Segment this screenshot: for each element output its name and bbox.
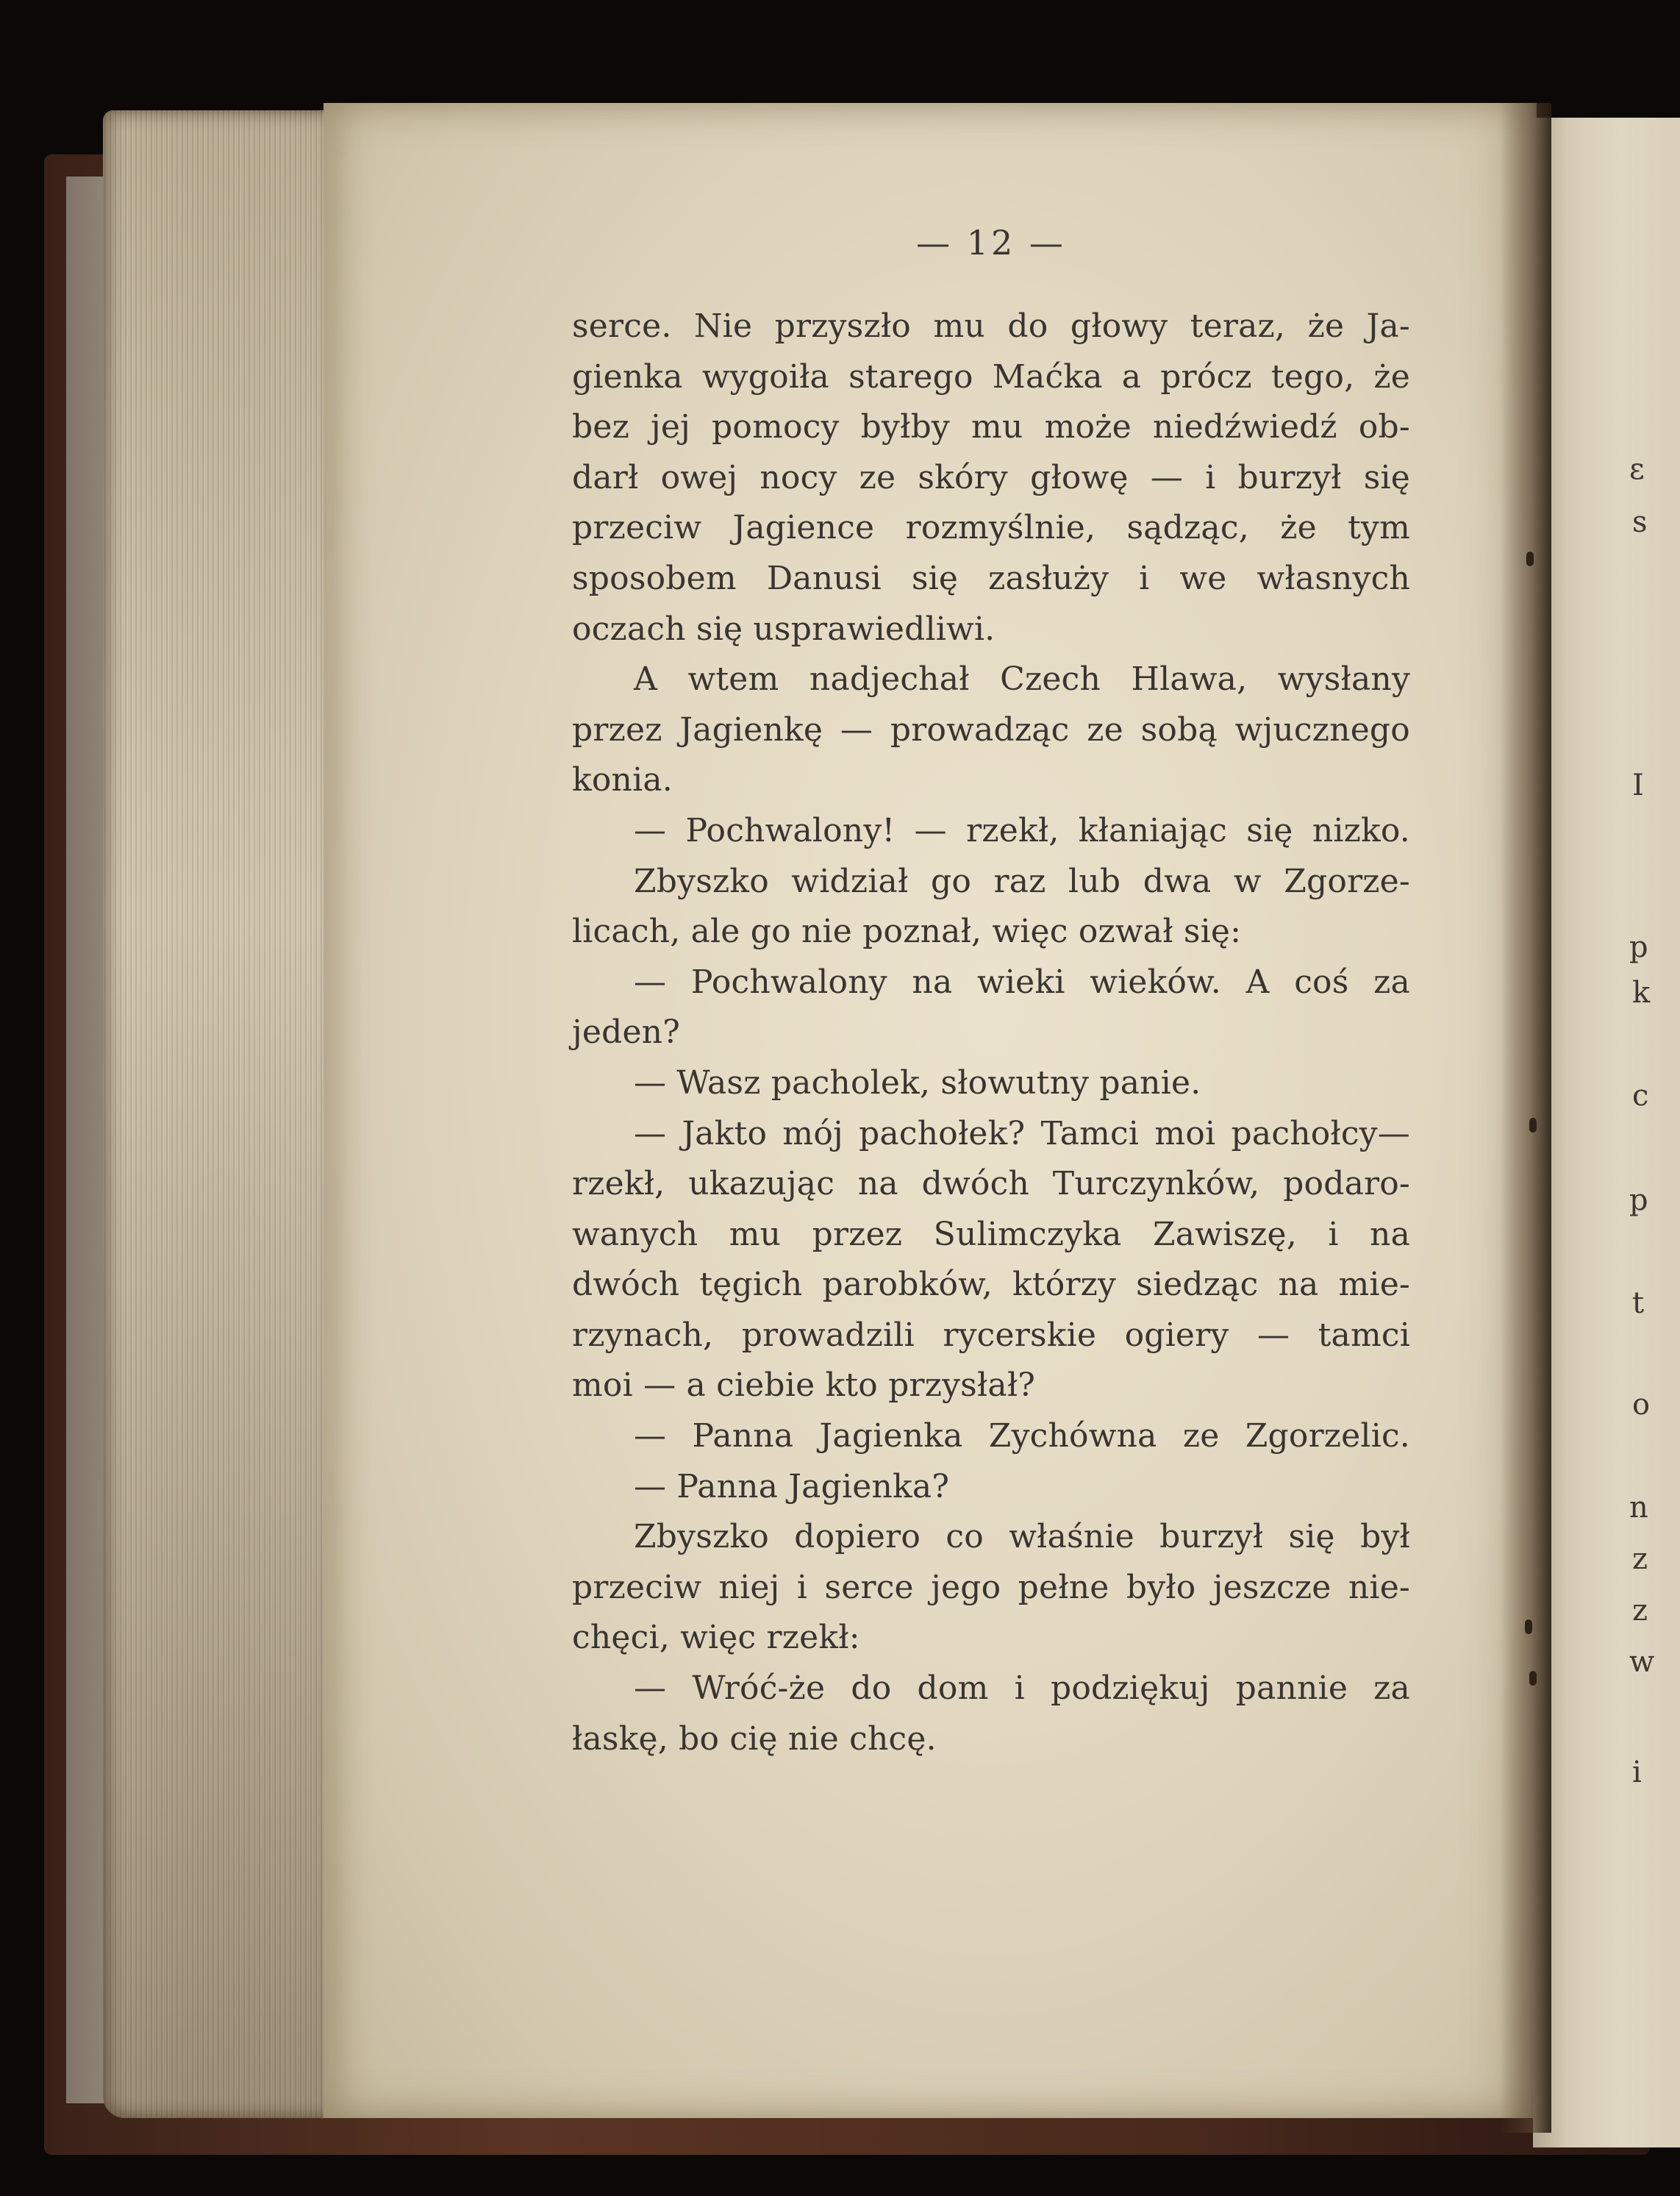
text-line: bez jej pomocy byłby mu może niedźwiedź ob-	[572, 408, 1410, 446]
facing-page-letter: c	[1632, 1079, 1649, 1113]
text-line: gienka wygoiła starego Maćka a prócz tego, że	[572, 357, 1410, 396]
text-line: — Pochwalony! — rzekł, kłaniając się nizko.	[634, 811, 1410, 849]
text-line: chęci, więc rzekł:	[572, 1619, 860, 1657]
text-line: sposobem Danusi się zasłuży i we własnych	[572, 559, 1410, 597]
facing-page-letter: p	[1629, 930, 1648, 964]
facing-page-letter: z	[1632, 1594, 1648, 1628]
text-line: łaskę, bo cię nie chcę.	[572, 1719, 937, 1758]
text-line: konia.	[572, 761, 673, 799]
facing-page-letter: w	[1629, 1645, 1655, 1679]
text-line: oczach się usprawiedliwi.	[572, 610, 996, 648]
text-line: przez Jagienkę — prowadząc ze sobą wjucznego	[572, 710, 1410, 749]
text-line: serce. Nie przyszło mu do głowy teraz, że Ja-	[572, 307, 1410, 345]
facing-page-letter: ε	[1629, 452, 1645, 486]
text-line: — Wasz pacholek, słowutny panie.	[634, 1063, 1201, 1102]
facing-page-letter: t	[1632, 1286, 1645, 1320]
text-line: moi — a ciebie kto przysłał?	[572, 1366, 1036, 1405]
facing-page-letter: z	[1632, 1542, 1648, 1576]
right-page	[1533, 118, 1680, 2147]
text-lines	[572, 302, 1410, 1764]
binding-mark	[1526, 552, 1534, 566]
text-line: wanych mu przez Sulimczyka Zawiszę, i na	[572, 1215, 1410, 1253]
page-number: — 12 —	[916, 223, 1066, 263]
facing-page-letter: i	[1632, 1755, 1642, 1789]
text-line: — Pochwalony na wieki wieków. A coś za	[634, 963, 1410, 1001]
text-line: licach, ale go nie poznał, więc ozwał się:	[572, 913, 1242, 951]
text-line: — Wróć-że do dom i podziękuj pannie za	[634, 1669, 1410, 1708]
text-line: jeden?	[572, 1013, 681, 1052]
text-line: rzekł, ukazując na dwóch Turczynków, podaro-	[572, 1165, 1410, 1203]
facing-page-letter: o	[1632, 1388, 1651, 1422]
text-line: — Jakto mój pachołek? Tamci moi pachołcy—	[634, 1114, 1410, 1152]
text-line: Zbyszko widział go raz lub dwa w Zgorze-	[634, 862, 1410, 900]
binding-mark	[1529, 1118, 1537, 1133]
text-line: dwóch tęgich parobków, którzy siedząc na mie-	[572, 1266, 1410, 1304]
facing-page-letter: I	[1632, 769, 1644, 802]
facing-page-letter: n	[1629, 1491, 1648, 1525]
binding-mark	[1525, 1619, 1532, 1634]
text-line: przeciw niej i serce jego pełne było jeszcze nie-	[572, 1568, 1410, 1606]
page-text-block	[572, 221, 1410, 1764]
facing-page-letter: k	[1632, 976, 1651, 1010]
text-line: — Panna Jagienka?	[634, 1467, 950, 1505]
facing-page-letter: s	[1632, 505, 1648, 539]
text-line: darł owej nocy ze skóry głowę — i burzył się	[572, 458, 1410, 496]
text-line: — Panna Jagienka Zychówna ze Zgorzelic.	[634, 1417, 1410, 1455]
book-gutter	[1500, 103, 1551, 2133]
binding-mark	[1529, 1671, 1537, 1686]
text-line: A wtem nadjechał Czech Hlawa, wysłany	[634, 660, 1410, 699]
facing-page-letter: p	[1629, 1183, 1648, 1217]
page-edges	[103, 110, 346, 2118]
text-line: Zbyszko dopiero co właśnie burzył się był	[634, 1518, 1410, 1556]
text-line: rzynach, prowadzili rycerskie ogiery — tamci	[572, 1316, 1410, 1354]
text-line: przeciw Jagience rozmyślnie, sądząc, że tym	[572, 509, 1410, 547]
